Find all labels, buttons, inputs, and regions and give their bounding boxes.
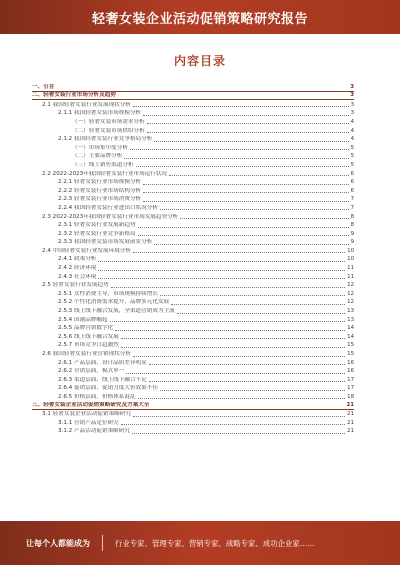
toc-leader-dots xyxy=(154,244,348,245)
toc-entry-title: 2.2.1 轻奢女装行业市场规模分析 xyxy=(58,179,142,186)
toc-entry-page: 13 xyxy=(347,316,354,323)
toc-entry-page: 16 xyxy=(347,368,354,375)
toc-entry-title: 2.3 2022-2023年我国轻奢女装行业市场发展趋势分析 xyxy=(42,213,179,220)
toc-entry[interactable] xyxy=(32,324,354,333)
toc-entry-page: 21 xyxy=(347,411,354,418)
toc-entry-page: 5 xyxy=(350,144,354,151)
toc-leader-dots xyxy=(151,406,344,407)
toc-entry-title: 2.6.1 产品层面，设计品质差异明显 xyxy=(58,359,147,366)
toc-entry-title: （二）轻奢女装市场供给分析 xyxy=(72,127,145,134)
toc-leader-dots xyxy=(169,175,348,176)
toc-entry-title: 2.4.1 政策分析 xyxy=(58,256,97,263)
toc-entry[interactable] xyxy=(32,418,354,427)
toc-leader-dots xyxy=(138,398,346,399)
toc-leader-dots xyxy=(132,433,345,434)
toc-leader-dots xyxy=(133,252,345,253)
toc-entry[interactable] xyxy=(32,255,354,264)
toc-entry[interactable] xyxy=(32,152,354,161)
toc-leader-dots xyxy=(111,287,346,288)
toc-entry-title: （一）轻奢女装市场需求分析 xyxy=(72,118,145,125)
toc-leader-dots xyxy=(121,424,345,425)
toc-entry[interactable] xyxy=(32,315,354,324)
toc-entry-title: 2.4.3 社会环境 xyxy=(58,273,97,280)
toc-entry-page: 6 xyxy=(350,179,354,186)
toc-leader-dots xyxy=(160,295,345,296)
toc-leader-dots xyxy=(154,141,348,142)
toc-entry-page: 5 xyxy=(350,161,354,168)
toc-entry-page: 10 xyxy=(347,256,354,263)
toc-entry[interactable] xyxy=(32,195,354,204)
toc-entry-page: 10 xyxy=(347,247,354,254)
toc-entry-page: 12 xyxy=(347,290,354,297)
toc-entry-title: 3.1 轻奢女装企业活动促销策略研究 xyxy=(42,411,131,418)
toc-entry-page: 7 xyxy=(350,196,354,203)
toc-leader-dots xyxy=(118,97,348,98)
toc-entry-title: 2.1.1 我国轻奢女装市场规模分析 xyxy=(58,110,142,117)
toc-leader-dots xyxy=(177,313,345,314)
toc-leader-dots xyxy=(110,321,346,322)
toc-entry-title: 2.5.6 线上线下融合发展 xyxy=(58,333,119,340)
toc-leader-dots xyxy=(98,270,345,271)
toc-entry[interactable] xyxy=(32,126,354,135)
toc-entry-page: 11 xyxy=(347,273,354,280)
toc-entry-title: 2.3.2 轻奢女装行业竞争新格局 xyxy=(58,230,136,237)
toc-entry-page: 6 xyxy=(350,187,354,194)
toc-entry[interactable] xyxy=(32,306,354,315)
toc-entry[interactable] xyxy=(32,384,354,393)
toc-entry-title: 2.5.7 市场竞争日趋激烈 xyxy=(58,342,119,349)
toc-entry-page: 14 xyxy=(347,333,354,340)
toc-entry-title: 2.2.3 轻奢女装行业市场消费分析 xyxy=(58,196,142,203)
toc-leader-dots xyxy=(133,106,349,107)
report-title: 轻奢女装企业活动促销策略研究报告 xyxy=(91,11,308,27)
toc-entry[interactable] xyxy=(32,375,354,384)
toc-entry-title: （三）线上销售渠道分析 xyxy=(72,161,134,168)
toc-entry[interactable] xyxy=(32,212,354,221)
toc-leader-dots xyxy=(160,390,345,391)
toc-entry[interactable] xyxy=(32,178,354,187)
toc-entry[interactable] xyxy=(32,143,354,152)
toc-entry-title: 2.2 2022-2023年我国轻奢女装行业市场运行状况 xyxy=(42,170,168,177)
toc-entry[interactable] xyxy=(32,238,354,247)
toc-entry-page: 21 xyxy=(347,428,354,435)
toc-entry[interactable] xyxy=(32,92,354,101)
toc-leader-dots xyxy=(126,373,345,374)
toc-entry-title: 2.6.2 营销层面，模式单一 xyxy=(58,368,125,375)
toc-entry[interactable] xyxy=(32,298,354,307)
toc-entry[interactable] xyxy=(32,332,354,341)
toc-entry-title: 2.4 中国轻奢女装行业发展环境分析 xyxy=(42,247,131,254)
toc-leader-dots xyxy=(115,330,345,331)
toc-leader-dots xyxy=(138,227,349,228)
toc-entry[interactable] xyxy=(32,109,354,118)
toc-entry[interactable] xyxy=(32,203,354,212)
toc-entry-title: 2.6.5 价格层面，价格体系混乱 xyxy=(58,393,136,400)
toc-entry[interactable] xyxy=(32,358,354,367)
toc-leader-dots xyxy=(121,347,345,348)
footer-tagline: 行业专家、管理专家、营销专家、战略专家、成功企业家…… xyxy=(115,538,315,548)
toc-entry[interactable] xyxy=(32,117,354,126)
toc-leader-dots xyxy=(98,278,345,279)
toc-entry[interactable] xyxy=(32,221,354,230)
toc-entry-title: 2.5.5 品牌营销数字化 xyxy=(58,325,114,332)
toc-entry-page: 3 xyxy=(350,101,354,108)
toc-entry[interactable] xyxy=(32,229,354,238)
toc-entry-page: 21 xyxy=(347,419,354,426)
toc-entry-page: 4 xyxy=(350,127,354,134)
toc-entry[interactable] xyxy=(32,186,354,195)
toc-entry-page: 15 xyxy=(347,351,354,357)
toc-entry[interactable] xyxy=(32,427,354,436)
toc-entry[interactable] xyxy=(32,263,354,272)
toc-entry[interactable] xyxy=(32,392,354,401)
toc-entry-title: 2.6 我国轻奢女装行业营销现状分析 xyxy=(42,351,131,357)
toc-entry-title: 3.1.2 产品活动促销策略研究 xyxy=(58,428,130,435)
toc-entry-title: 三、轻奢女装企业活动促销策略研究及方案大全 xyxy=(32,401,150,408)
toc-leader-dots xyxy=(56,88,348,89)
toc-entry[interactable] xyxy=(32,169,354,178)
toc-leader-dots xyxy=(130,149,349,150)
toc-heading: 内容目录 xyxy=(173,54,226,68)
table-of-contents xyxy=(32,83,354,435)
toc-entry-page: 11 xyxy=(347,265,354,272)
toc-entry-page: 15 xyxy=(347,342,354,349)
toc-entry-page: 3 xyxy=(350,92,354,99)
toc-entry-title: 2.5 轻奢女装行业发展趋势 xyxy=(42,282,109,289)
toc-entry-title: 2.2.2 轻奢女装行业市场结构分析 xyxy=(58,187,142,194)
toc-entry-title: 2.5.1 女性消费主导，市场规模持续增长 xyxy=(58,290,158,297)
toc-entry-page: 8 xyxy=(350,213,354,220)
toc-entry[interactable] xyxy=(32,289,354,298)
toc-leader-dots xyxy=(180,218,348,219)
toc-entry[interactable] xyxy=(32,281,354,290)
toc-entry-title: 2.1 我国轻奢女装行业发展现状分析 xyxy=(42,101,131,108)
toc-entry-title: 2.2.4 我国轻奢女装行业进出口状况分析 xyxy=(58,204,158,211)
toc-entry-page: 4 xyxy=(350,118,354,125)
toc-entry-title: 2.3.1 轻奢女装行业发展新趋势 xyxy=(58,222,136,229)
toc-leader-dots xyxy=(136,166,349,167)
toc-entry-title: （二）主要品牌分析 xyxy=(72,153,123,160)
toc-entry[interactable] xyxy=(32,100,354,109)
toc-leader-dots xyxy=(133,356,345,357)
toc-entry-page: 17 xyxy=(347,376,354,383)
toc-entry[interactable] xyxy=(32,367,354,376)
toc-entry-title: 3.1.1 营销产品定位研究 xyxy=(58,419,119,426)
toc-entry-page: 17 xyxy=(347,385,354,392)
toc-leader-dots xyxy=(98,261,345,262)
toc-leader-dots xyxy=(124,158,348,159)
toc-entry-title: 2.5.3 线上线下融合发展，全渠道营销成为主流 xyxy=(58,308,175,315)
header-banner xyxy=(0,0,400,34)
toc-leader-dots xyxy=(138,235,349,236)
toc-entry-title: 2.1.2 我国轻奢女装行业竞争格局分析 xyxy=(58,136,153,143)
toc-entry-page: 3 xyxy=(350,83,354,90)
toc-leader-dots xyxy=(121,338,345,339)
toc-entry-page: 9 xyxy=(350,239,354,246)
toc-leader-dots xyxy=(147,123,349,124)
toc-leader-dots xyxy=(147,132,349,133)
toc-entry-title: 一、引言 xyxy=(32,83,55,90)
toc-entry[interactable] xyxy=(32,246,354,255)
toc-leader-dots xyxy=(143,184,348,185)
toc-entry[interactable] xyxy=(32,410,354,419)
toc-entry[interactable] xyxy=(32,160,354,169)
toc-entry-page: 12 xyxy=(347,282,354,289)
toc-entry-page: 16 xyxy=(347,359,354,366)
toc-entry-title: 2.6.3 渠道层面，线上线下融合不足 xyxy=(58,376,147,383)
toc-entry-page: 14 xyxy=(347,325,354,332)
toc-entry[interactable] xyxy=(32,341,354,350)
toc-entry[interactable] xyxy=(32,135,354,144)
toc-entry-title: 2.5.2 个性化消费需求提升，品牌多元化发展 xyxy=(58,299,170,306)
toc-leader-dots xyxy=(160,209,349,210)
toc-leader-dots xyxy=(149,364,345,365)
toc-entry[interactable] xyxy=(32,83,354,92)
toc-leader-dots xyxy=(143,192,348,193)
toc-entry-title: 2.4.2 经济环境 xyxy=(58,265,97,272)
toc-leader-dots xyxy=(143,201,348,202)
toc-entry-page: 6 xyxy=(350,170,354,177)
toc-leader-dots xyxy=(171,304,345,305)
toc-entry-title: 2.3.3 我国轻奢女装市场发展前景分析 xyxy=(58,239,153,246)
toc-entry[interactable] xyxy=(32,272,354,281)
toc-entry-page: 12 xyxy=(347,299,354,306)
toc-entry-page: 9 xyxy=(350,230,354,237)
toc-entry-page: 13 xyxy=(347,308,354,315)
toc-leader-dots xyxy=(149,381,345,382)
toc-entry-page: 21 xyxy=(346,401,354,408)
toc-entry[interactable] xyxy=(32,349,354,358)
toc-leader-dots xyxy=(143,115,348,116)
toc-entry-page: 3 xyxy=(350,110,354,117)
toc-entry-title: 二、轻奢女装行业市场分析及趋势 xyxy=(32,92,116,99)
toc-entry-title: （一）市场集中度分析 xyxy=(72,144,128,151)
toc-entry-page: 4 xyxy=(350,136,354,143)
toc-entry-page: 8 xyxy=(350,222,354,229)
toc-entry-page: 5 xyxy=(350,153,354,160)
footer-slogan: 让每个人都能成为 xyxy=(26,538,90,548)
toc-leader-dots xyxy=(133,416,345,417)
toc-entry-title: 2.6.4 促销层面，促销力度大但效果不佳 xyxy=(58,385,158,392)
toc-entry-page: 18 xyxy=(347,393,354,400)
footer-banner xyxy=(0,521,400,565)
toc-entry[interactable] xyxy=(32,401,354,410)
toc-entry-title: 2.5.4 国潮品牌崛起 xyxy=(58,316,108,323)
footer-divider xyxy=(102,535,103,551)
toc-entry-page: 7 xyxy=(350,204,354,211)
